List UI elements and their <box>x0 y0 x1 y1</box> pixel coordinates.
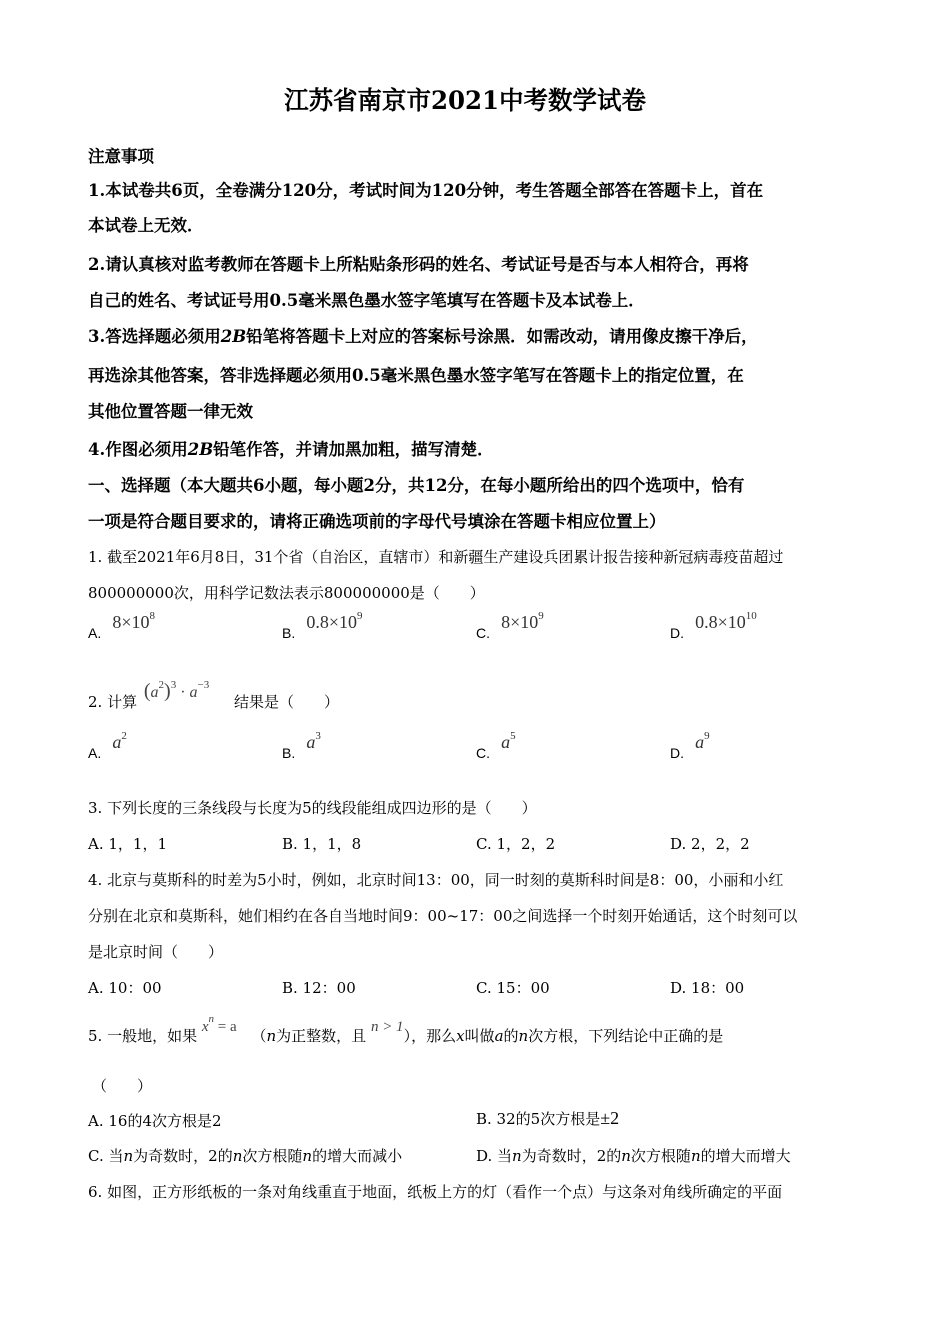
q5-answer-paren: （ ） <box>92 1077 153 1095</box>
q4-stem-line-2: 分别在北京和莫斯科，她们相约在各自当地时间9：00~17：00之间选择一个时刻开始通话，这个时刻可以 <box>88 907 798 925</box>
section-1-line-2: 一项是符合题目要求的，请将正确选项前的字母代号填涂在答题卡相应位置上） <box>88 512 666 531</box>
q1-option-a-math <box>112 612 155 632</box>
q1-option-b-math <box>306 612 362 632</box>
q1-option-d-base: 0.8×10 <box>695 612 746 632</box>
q2-expr-dot: · <box>180 684 186 701</box>
q5-n1: n <box>266 1027 277 1045</box>
q2-option-a-exp: 2 <box>121 730 127 742</box>
q2-expr-a1: a <box>150 684 159 701</box>
q2-option-b <box>282 730 321 763</box>
q4-option-c: C. 15：00 <box>476 979 550 997</box>
q2-option-c-label: C. <box>476 745 490 761</box>
q4-stem-line-3: 是北京时间（ ） <box>88 943 224 961</box>
q1-option-a <box>88 610 155 643</box>
q5-option-c-n3: n <box>302 1147 313 1165</box>
q5-option-a: A. 16的4次方根是2 <box>88 1112 222 1130</box>
q1-option-c-exp: 9 <box>538 610 544 622</box>
q5-option-c-n1: n <box>123 1147 134 1165</box>
q5-option-d-n1: n <box>512 1147 522 1165</box>
q1-option-b <box>282 610 363 643</box>
q2-expr-exp3: −3 <box>197 679 210 691</box>
q3-option-b: B. 1，1，8 <box>282 835 362 853</box>
q5-mid6: 次方根，下列结论中正确的是 <box>528 1027 724 1045</box>
q2-option-d-math <box>695 732 710 752</box>
q5-condition: n > 1 <box>370 1019 404 1035</box>
q5-stem-line-1 <box>88 1013 724 1046</box>
q2-option-b-base: a <box>306 732 316 752</box>
q5-equation <box>201 1013 237 1035</box>
q5-option-d-t4: 的增大而增大 <box>700 1147 791 1165</box>
q2-option-c-base: a <box>501 732 511 752</box>
q2-option-b-math <box>306 732 321 752</box>
q5-eq-rest: = a <box>217 1019 237 1035</box>
notice-item-4-pencil: 2B <box>187 440 214 459</box>
q2-option-d <box>670 730 710 763</box>
q5-option-d-t1: D. 当 <box>476 1147 513 1165</box>
q3-option-d: D. 2，2，2 <box>670 835 750 853</box>
notice-heading: 注意事项 <box>88 147 154 166</box>
notice-item-4 <box>88 436 494 460</box>
q1-option-b-label: B. <box>282 625 296 641</box>
q5-option-c-n2: n <box>232 1147 243 1165</box>
notice-item-4-text-c: 铅笔作答，并请加黑加粗，描写清楚． <box>213 440 494 459</box>
q4-option-b: B. 12：00 <box>282 979 356 997</box>
q2-prefix: 2. 计算 <box>88 693 138 711</box>
q5-option-c-t2: 为奇数时，2的 <box>133 1147 233 1165</box>
q1-option-d <box>670 610 757 643</box>
q5-prefix: 5. 一般地，如果 <box>88 1027 198 1045</box>
q1-option-c-base: 8×10 <box>501 612 539 632</box>
q5-option-d-n3: n <box>690 1147 701 1165</box>
q1-option-a-base: 8×10 <box>112 612 150 632</box>
q2-option-b-exp: 3 <box>315 730 321 742</box>
q5-option-c-t4: 的增大而减小 <box>312 1147 403 1165</box>
q1-option-c <box>476 610 544 643</box>
notice-item-3-line-2: 再选涂其他答案，答非选择题必须用0.5毫米黑色墨水签字笔写在答题卡上的指定位置，在 <box>88 366 744 385</box>
notice-item-3-line-1 <box>88 323 758 347</box>
q5-n2: n <box>518 1027 529 1045</box>
q6-stem-line-1: 6. 如图，正方形纸板的一条对角线重直于地面，纸板上方的灯（看作一个点）与这条对角线所确定的平面 <box>88 1183 783 1201</box>
q2-option-a-base: a <box>112 732 122 752</box>
q4-stem-line-1: 4. 北京与莫斯科的时差为5小时，例如，北京时间13：00，同一时刻的莫斯科时间是8：00，小丽和小红 <box>88 871 784 889</box>
q1-option-d-math <box>695 612 757 632</box>
q2-option-b-label: B. <box>282 745 296 761</box>
q3-stem: 3. 下列长度的三条线段与长度为5的线段能组成四边形的是（ ） <box>88 799 537 817</box>
q5-eq-n: n <box>208 1013 215 1025</box>
q5-option-c <box>88 1145 402 1166</box>
q2-expr-exp2: 3 <box>170 679 177 691</box>
section-1-line-1: 一、选择题（本大题共6小题，每小题2分，共12分，在每小题所给出的四个选项中，恰有 <box>88 476 745 495</box>
notice-item-3-line-3: 其他位置答题一律无效 <box>88 402 253 421</box>
q5-option-d-n2: n <box>621 1147 631 1165</box>
notice-item-3-text-a: 3.答选择题必须用 <box>88 327 221 346</box>
q4-option-d: D. 18：00 <box>670 979 745 997</box>
q1-option-d-label: D. <box>670 625 684 641</box>
notice-item-4-text-a: 4.作图必须用 <box>88 440 188 459</box>
notice-item-2-line-2: 自己的姓名、考试证号用0.5毫米黑色墨水签字笔填写在答题卡及本试卷上． <box>88 291 645 310</box>
q2-option-a-math <box>112 732 127 752</box>
q5-option-c-t1: C. 当 <box>88 1147 124 1165</box>
q5-option-d-t2: 为奇数时，2的 <box>521 1147 622 1165</box>
q2-option-a <box>88 730 127 763</box>
q5-option-d <box>476 1145 791 1166</box>
q2-expression: $(a^2)^3 \cdot a^{-3}$ <box>143 679 210 702</box>
q1-option-d-exp: 10 <box>745 610 757 622</box>
q2-option-c-exp: 5 <box>510 730 516 742</box>
q1-option-c-label: C. <box>476 625 490 641</box>
page-title: 江苏省南京市2021中考数学试卷 <box>284 86 646 115</box>
q2-option-c <box>476 730 516 763</box>
q5-option-b <box>476 1108 619 1129</box>
notice-item-2-line-1: 2.请认真核对监考教师在答题卡上所粘贴条形码的姓名、考试证号是否与本人相符合，再将 <box>88 255 749 274</box>
q5-option-d-t3: 次方根随 <box>630 1147 691 1165</box>
q1-option-b-base: 0.8×10 <box>306 612 357 632</box>
q5-mid5: 的 <box>503 1027 519 1045</box>
q2-option-d-label: D. <box>670 745 684 761</box>
q1-option-b-exp: 9 <box>356 610 363 622</box>
q5-option-c-t3: 次方根随 <box>242 1147 303 1165</box>
q2-suffix: 结果是（ ） <box>234 693 340 711</box>
q5-eq-x: x <box>201 1019 209 1035</box>
q2-option-d-base: a <box>695 732 705 752</box>
notice-item-3-pencil: 2B <box>220 327 247 346</box>
q5-mid1: （ <box>251 1027 267 1045</box>
q1-option-a-label: A. <box>88 625 102 641</box>
q1-option-c-math <box>501 612 544 632</box>
q5-mid4: 叫做 <box>464 1027 495 1045</box>
q5-a: a <box>494 1027 504 1045</box>
q5-mid2: 为正整数，且 <box>276 1027 367 1045</box>
q5-mid3: ），那么 <box>403 1027 457 1045</box>
q2-option-d-exp: 9 <box>704 730 710 742</box>
notice-item-3-text-c: 铅笔将答题卡上对应的答案标号涂黑．如需改动，请用像皮擦干净后， <box>246 327 758 346</box>
q1-stem-line-2: 800000000次，用科学记数法表示800000000是（ ） <box>88 584 485 602</box>
q2-expr-exp1: 2 <box>158 679 165 691</box>
q3-option-c: C. 1，2，2 <box>476 835 556 853</box>
q3-option-a: A. 1，1，1 <box>88 835 167 853</box>
notice-item-1-line-2: 本试卷上无效． <box>88 216 204 235</box>
q5-x: x <box>456 1027 465 1045</box>
q5-option-b-text: B. 32的5次方根是 <box>476 1110 601 1128</box>
q2-stem <box>88 679 340 713</box>
q1-stem-line-1: 1. 截至2021年6月8日，31个省（自治区，直辖市）和新疆生产建设兵团累计报告接种新冠病毒疫苗超过 <box>88 548 784 566</box>
q5-option-b-value: ±2 <box>600 1108 620 1128</box>
q2-expr-a2: a <box>189 684 198 701</box>
notice-item-1-line-1: 1.本试卷共6页，全卷满分120分，考试时间为120分钟，考生答题全部答在答题卡上，首在 <box>88 181 764 200</box>
q2-option-a-label: A. <box>88 745 102 761</box>
q4-option-a: A. 10：00 <box>88 979 162 997</box>
q1-option-a-exp: 8 <box>149 610 155 622</box>
q2-option-c-math <box>501 732 516 752</box>
